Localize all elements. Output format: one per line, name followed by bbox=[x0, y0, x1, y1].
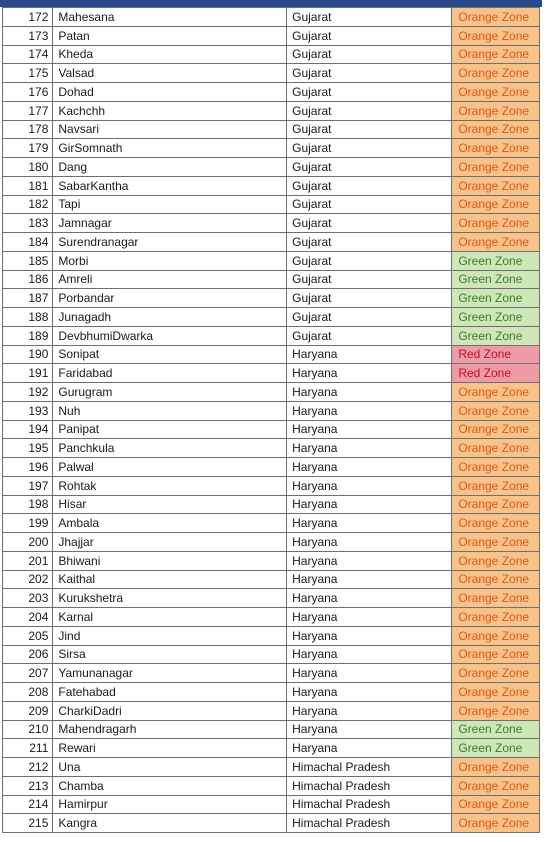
zone-cell: Orange Zone bbox=[452, 158, 540, 177]
state-cell: Himachal Pradesh bbox=[287, 776, 452, 795]
zone-cell: Orange Zone bbox=[452, 420, 540, 439]
zone-cell: Orange Zone bbox=[452, 176, 540, 195]
district-cell: Kurukshetra bbox=[53, 589, 287, 608]
district-cell: Jhajjar bbox=[53, 533, 287, 552]
serial-number-cell: 183 bbox=[3, 214, 53, 233]
table-row bbox=[3, 158, 540, 177]
district-cell: Kheda bbox=[53, 45, 287, 64]
state-cell: Haryana bbox=[287, 383, 452, 402]
zone-cell: Orange Zone bbox=[452, 83, 540, 102]
district-cell: Faridabad bbox=[53, 364, 287, 383]
serial-number-cell: 202 bbox=[3, 570, 53, 589]
serial-number-cell: 187 bbox=[3, 289, 53, 308]
state-cell: Gujarat bbox=[287, 251, 452, 270]
table-row bbox=[3, 195, 540, 214]
serial-number-cell: 212 bbox=[3, 758, 53, 777]
table-row bbox=[3, 64, 540, 83]
district-cell: Yamunanagar bbox=[53, 664, 287, 683]
zone-cell: Orange Zone bbox=[452, 439, 540, 458]
district-cell: Palwal bbox=[53, 458, 287, 477]
zone-cell: Orange Zone bbox=[452, 476, 540, 495]
table-row bbox=[3, 776, 540, 795]
state-cell: Gujarat bbox=[287, 195, 452, 214]
zone-cell: Orange Zone bbox=[452, 139, 540, 158]
zone-cell: Orange Zone bbox=[452, 608, 540, 627]
zone-cell: Orange Zone bbox=[452, 514, 540, 533]
zone-cell: Green Zone bbox=[452, 739, 540, 758]
district-cell: Tapi bbox=[53, 195, 287, 214]
zone-cell: Orange Zone bbox=[452, 26, 540, 45]
zone-cell: Orange Zone bbox=[452, 195, 540, 214]
zone-cell: Orange Zone bbox=[452, 758, 540, 777]
state-cell: Haryana bbox=[287, 589, 452, 608]
state-cell: Haryana bbox=[287, 420, 452, 439]
zone-cell: Orange Zone bbox=[452, 533, 540, 552]
serial-number-cell: 173 bbox=[3, 26, 53, 45]
table-row bbox=[3, 476, 540, 495]
serial-number-cell: 199 bbox=[3, 514, 53, 533]
state-cell: Gujarat bbox=[287, 289, 452, 308]
table-row bbox=[3, 626, 540, 645]
zone-cell: Orange Zone bbox=[452, 701, 540, 720]
table-row bbox=[3, 608, 540, 627]
state-cell: Haryana bbox=[287, 401, 452, 420]
serial-number-cell: 193 bbox=[3, 401, 53, 420]
state-cell: Gujarat bbox=[287, 270, 452, 289]
state-cell: Haryana bbox=[287, 626, 452, 645]
table-row bbox=[3, 758, 540, 777]
serial-number-cell: 197 bbox=[3, 476, 53, 495]
zone-cell: Orange Zone bbox=[452, 795, 540, 814]
zone-cell: Orange Zone bbox=[452, 45, 540, 64]
district-zone-table bbox=[2, 7, 540, 833]
zone-cell: Green Zone bbox=[452, 289, 540, 308]
state-cell: Gujarat bbox=[287, 233, 452, 252]
state-cell: Haryana bbox=[287, 608, 452, 627]
table-row bbox=[3, 664, 540, 683]
table-row bbox=[3, 101, 540, 120]
table-row bbox=[3, 720, 540, 739]
table-row bbox=[3, 214, 540, 233]
district-cell: GirSomnath bbox=[53, 139, 287, 158]
district-cell: Jind bbox=[53, 626, 287, 645]
state-cell: Haryana bbox=[287, 514, 452, 533]
state-cell: Haryana bbox=[287, 476, 452, 495]
zone-cell: Orange Zone bbox=[452, 458, 540, 477]
state-cell: Gujarat bbox=[287, 26, 452, 45]
table-row bbox=[3, 251, 540, 270]
table-row bbox=[3, 308, 540, 327]
serial-number-cell: 215 bbox=[3, 814, 53, 833]
serial-number-cell: 192 bbox=[3, 383, 53, 402]
district-cell: Jamnagar bbox=[53, 214, 287, 233]
serial-number-cell: 191 bbox=[3, 364, 53, 383]
district-cell: Panchkula bbox=[53, 439, 287, 458]
table-row bbox=[3, 383, 540, 402]
table-row bbox=[3, 8, 540, 27]
zone-cell: Orange Zone bbox=[452, 120, 540, 139]
table-row bbox=[3, 495, 540, 514]
state-cell: Gujarat bbox=[287, 139, 452, 158]
serial-number-cell: 185 bbox=[3, 251, 53, 270]
serial-number-cell: 179 bbox=[3, 139, 53, 158]
serial-number-cell: 198 bbox=[3, 495, 53, 514]
table-row bbox=[3, 514, 540, 533]
zone-cell: Orange Zone bbox=[452, 664, 540, 683]
state-cell: Gujarat bbox=[287, 64, 452, 83]
zone-cell: Orange Zone bbox=[452, 495, 540, 514]
state-cell: Gujarat bbox=[287, 101, 452, 120]
serial-number-cell: 182 bbox=[3, 195, 53, 214]
table-row bbox=[3, 420, 540, 439]
table-row bbox=[3, 589, 540, 608]
district-cell: Dang bbox=[53, 158, 287, 177]
table-row bbox=[3, 551, 540, 570]
zone-cell: Red Zone bbox=[452, 345, 540, 364]
serial-number-cell: 196 bbox=[3, 458, 53, 477]
serial-number-cell: 214 bbox=[3, 795, 53, 814]
zone-cell: Orange Zone bbox=[452, 401, 540, 420]
zone-cell: Green Zone bbox=[452, 308, 540, 327]
zone-cell: Orange Zone bbox=[452, 551, 540, 570]
zone-cell: Green Zone bbox=[452, 326, 540, 345]
state-cell: Haryana bbox=[287, 570, 452, 589]
state-cell: Haryana bbox=[287, 439, 452, 458]
district-cell: Patan bbox=[53, 26, 287, 45]
district-cell: SabarKantha bbox=[53, 176, 287, 195]
state-cell: Haryana bbox=[287, 645, 452, 664]
table-row bbox=[3, 270, 540, 289]
district-cell: Bhiwani bbox=[53, 551, 287, 570]
zone-cell: Orange Zone bbox=[452, 626, 540, 645]
district-cell: Kaithal bbox=[53, 570, 287, 589]
serial-number-cell: 211 bbox=[3, 739, 53, 758]
state-cell: Haryana bbox=[287, 551, 452, 570]
serial-number-cell: 203 bbox=[3, 589, 53, 608]
state-cell: Haryana bbox=[287, 664, 452, 683]
district-cell: Fatehabad bbox=[53, 683, 287, 702]
serial-number-cell: 181 bbox=[3, 176, 53, 195]
state-cell: Gujarat bbox=[287, 214, 452, 233]
district-cell: Karnal bbox=[53, 608, 287, 627]
serial-number-cell: 178 bbox=[3, 120, 53, 139]
table-row bbox=[3, 233, 540, 252]
district-cell: Panipat bbox=[53, 420, 287, 439]
district-cell: Morbi bbox=[53, 251, 287, 270]
serial-number-cell: 213 bbox=[3, 776, 53, 795]
district-cell: Rohtak bbox=[53, 476, 287, 495]
state-cell: Himachal Pradesh bbox=[287, 814, 452, 833]
state-cell: Haryana bbox=[287, 495, 452, 514]
state-cell: Himachal Pradesh bbox=[287, 758, 452, 777]
district-cell: Mahendragarh bbox=[53, 720, 287, 739]
zone-cell: Orange Zone bbox=[452, 383, 540, 402]
serial-number-cell: 210 bbox=[3, 720, 53, 739]
district-cell: Navsari bbox=[53, 120, 287, 139]
table-row bbox=[3, 401, 540, 420]
serial-number-cell: 201 bbox=[3, 551, 53, 570]
table-row bbox=[3, 645, 540, 664]
serial-number-cell: 180 bbox=[3, 158, 53, 177]
state-cell: Gujarat bbox=[287, 176, 452, 195]
zone-cell: Orange Zone bbox=[452, 645, 540, 664]
district-cell: Junagadh bbox=[53, 308, 287, 327]
state-cell: Haryana bbox=[287, 683, 452, 702]
zone-cell: Orange Zone bbox=[452, 8, 540, 27]
zone-cell: Orange Zone bbox=[452, 570, 540, 589]
state-cell: Gujarat bbox=[287, 83, 452, 102]
district-cell: Amreli bbox=[53, 270, 287, 289]
serial-number-cell: 205 bbox=[3, 626, 53, 645]
serial-number-cell: 175 bbox=[3, 64, 53, 83]
serial-number-cell: 194 bbox=[3, 420, 53, 439]
district-cell: Nuh bbox=[53, 401, 287, 420]
state-cell: Haryana bbox=[287, 701, 452, 720]
serial-number-cell: 207 bbox=[3, 664, 53, 683]
district-cell: CharkiDadri bbox=[53, 701, 287, 720]
serial-number-cell: 172 bbox=[3, 8, 53, 27]
serial-number-cell: 176 bbox=[3, 83, 53, 102]
serial-number-cell: 174 bbox=[3, 45, 53, 64]
serial-number-cell: 177 bbox=[3, 101, 53, 120]
state-cell: Gujarat bbox=[287, 158, 452, 177]
table-row bbox=[3, 814, 540, 833]
table-row bbox=[3, 458, 540, 477]
serial-number-cell: 208 bbox=[3, 683, 53, 702]
table-row bbox=[3, 345, 540, 364]
table-row bbox=[3, 701, 540, 720]
serial-number-cell: 190 bbox=[3, 345, 53, 364]
zone-cell: Orange Zone bbox=[452, 214, 540, 233]
table-row bbox=[3, 326, 540, 345]
table-row bbox=[3, 26, 540, 45]
zone-cell: Green Zone bbox=[452, 720, 540, 739]
table-row bbox=[3, 739, 540, 758]
serial-number-cell: 195 bbox=[3, 439, 53, 458]
zone-cell: Orange Zone bbox=[452, 776, 540, 795]
state-cell: Haryana bbox=[287, 458, 452, 477]
table-row bbox=[3, 289, 540, 308]
district-cell: Kachchh bbox=[53, 101, 287, 120]
table-row bbox=[3, 176, 540, 195]
zone-cell: Orange Zone bbox=[452, 589, 540, 608]
district-cell: Mahesana bbox=[53, 8, 287, 27]
table-body bbox=[3, 8, 540, 833]
state-cell: Gujarat bbox=[287, 308, 452, 327]
table-row bbox=[3, 795, 540, 814]
district-cell: Hamirpur bbox=[53, 795, 287, 814]
district-cell: Sonipat bbox=[53, 345, 287, 364]
district-cell: Valsad bbox=[53, 64, 287, 83]
zone-cell: Red Zone bbox=[452, 364, 540, 383]
serial-number-cell: 189 bbox=[3, 326, 53, 345]
state-cell: Haryana bbox=[287, 533, 452, 552]
serial-number-cell: 186 bbox=[3, 270, 53, 289]
state-cell: Gujarat bbox=[287, 45, 452, 64]
zone-cell: Orange Zone bbox=[452, 101, 540, 120]
zone-cell: Orange Zone bbox=[452, 233, 540, 252]
table-row bbox=[3, 570, 540, 589]
zone-cell: Orange Zone bbox=[452, 814, 540, 833]
table-row bbox=[3, 45, 540, 64]
district-cell: Rewari bbox=[53, 739, 287, 758]
state-cell: Haryana bbox=[287, 739, 452, 758]
serial-number-cell: 206 bbox=[3, 645, 53, 664]
zone-cell: Orange Zone bbox=[452, 683, 540, 702]
district-cell: Dohad bbox=[53, 83, 287, 102]
district-cell: Ambala bbox=[53, 514, 287, 533]
district-cell: Chamba bbox=[53, 776, 287, 795]
district-cell: Porbandar bbox=[53, 289, 287, 308]
state-cell: Haryana bbox=[287, 364, 452, 383]
zone-cell: Green Zone bbox=[452, 251, 540, 270]
table-row bbox=[3, 439, 540, 458]
state-cell: Gujarat bbox=[287, 326, 452, 345]
serial-number-cell: 209 bbox=[3, 701, 53, 720]
state-cell: Gujarat bbox=[287, 120, 452, 139]
table-row bbox=[3, 683, 540, 702]
district-cell: Una bbox=[53, 758, 287, 777]
serial-number-cell: 200 bbox=[3, 533, 53, 552]
state-cell: Haryana bbox=[287, 720, 452, 739]
state-cell: Gujarat bbox=[287, 8, 452, 27]
serial-number-cell: 204 bbox=[3, 608, 53, 627]
table-row bbox=[3, 364, 540, 383]
table-row bbox=[3, 139, 540, 158]
state-cell: Haryana bbox=[287, 345, 452, 364]
serial-number-cell: 188 bbox=[3, 308, 53, 327]
district-cell: Surendranagar bbox=[53, 233, 287, 252]
district-cell: Gurugram bbox=[53, 383, 287, 402]
table-row bbox=[3, 533, 540, 552]
table-row bbox=[3, 83, 540, 102]
district-cell: Kangra bbox=[53, 814, 287, 833]
serial-number-cell: 184 bbox=[3, 233, 53, 252]
state-cell: Himachal Pradesh bbox=[287, 795, 452, 814]
zone-cell: Green Zone bbox=[452, 270, 540, 289]
header-bar bbox=[0, 0, 542, 7]
table-row bbox=[3, 120, 540, 139]
district-cell: DevbhumiDwarka bbox=[53, 326, 287, 345]
district-cell: Sirsa bbox=[53, 645, 287, 664]
zone-cell: Orange Zone bbox=[452, 64, 540, 83]
district-cell: Hisar bbox=[53, 495, 287, 514]
